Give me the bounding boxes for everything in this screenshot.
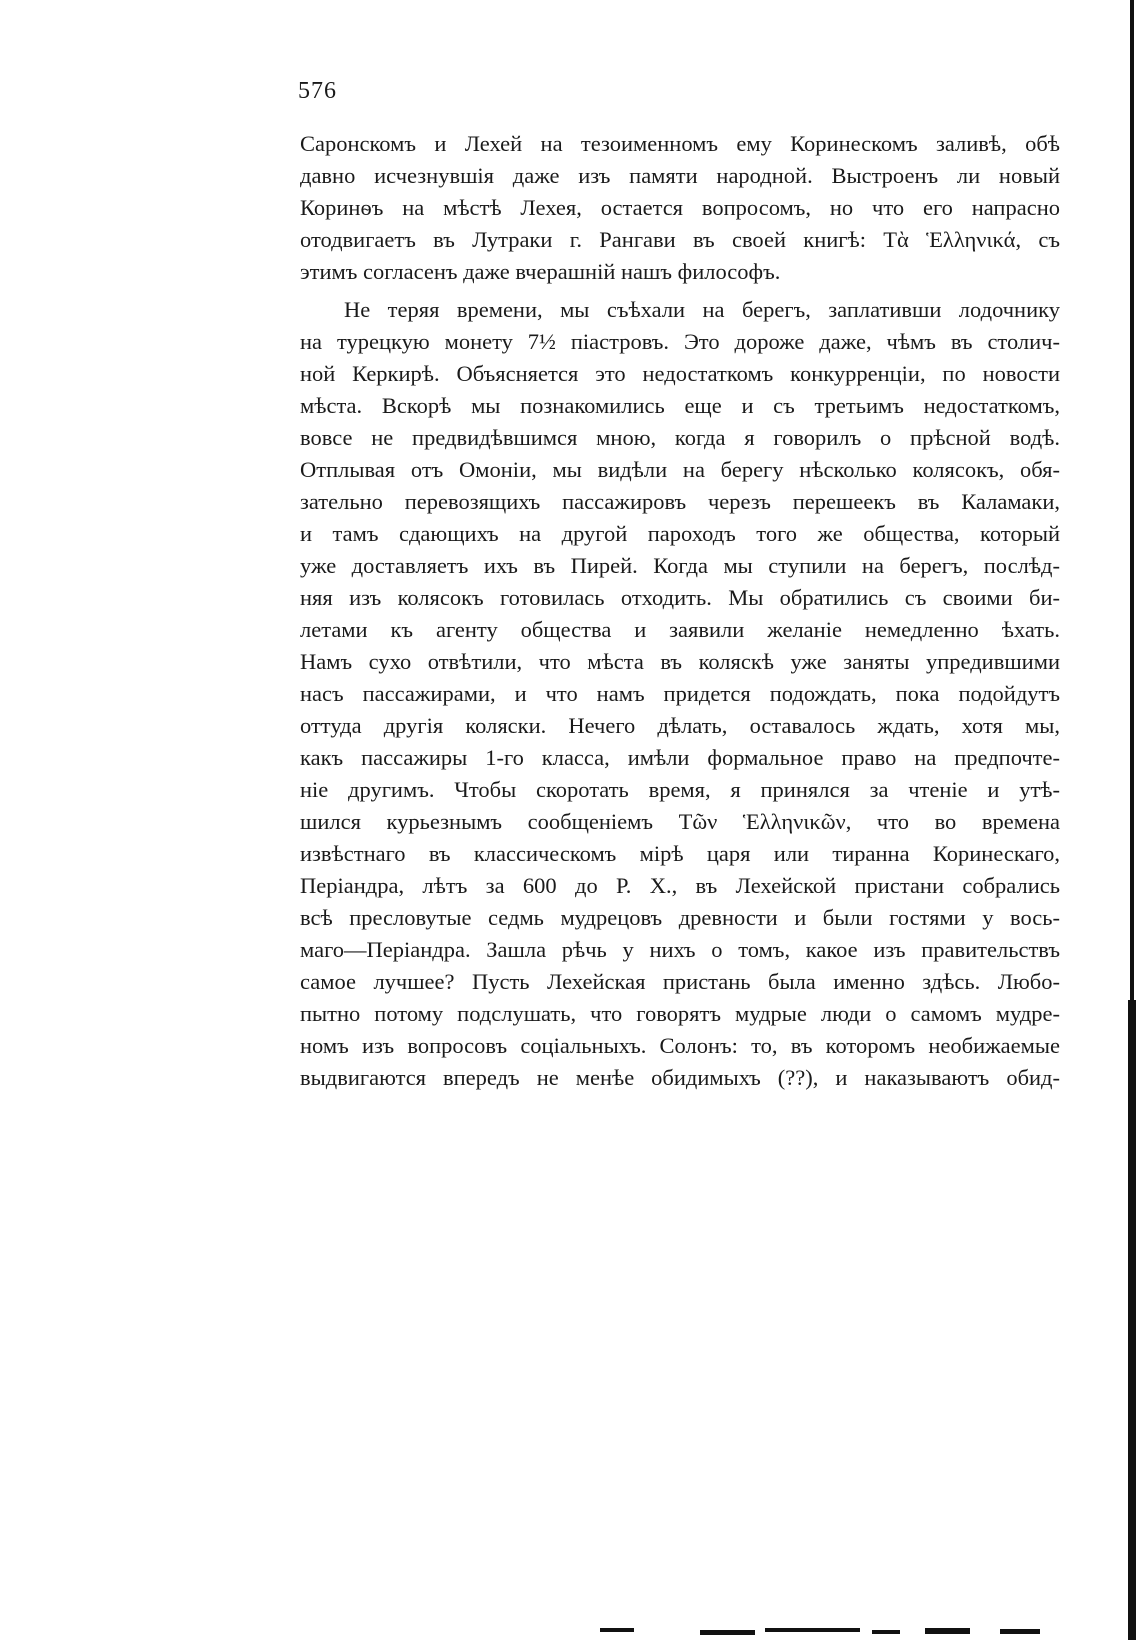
paragraph-1 — [300, 128, 1060, 288]
text-line: извѣстнаго въ классическомъ мірѣ царя или тиранна Коринескаго, — [300, 841, 1060, 866]
text-line: шился курьезнымъ сообщеніемъ Τῶν Ἑλληνικῶν, что во времена — [300, 809, 1060, 834]
text-line: ніе другимъ. Чтобы скоротать время, я принялся за чтеніе и утѣ- — [300, 777, 1060, 802]
text-line: зательно перевозящихъ пассажировъ черезъ перешеекъ въ Каламаки, — [300, 489, 1060, 514]
paragraph-2 — [300, 294, 1060, 1094]
text-line: этимъ согласенъ даже вчерашній нашъ философъ. — [300, 259, 781, 284]
page-number: 576 — [298, 78, 337, 104]
text-line: Не теряя времени, мы съѣхали на берегъ, заплативши лодочнику — [344, 297, 1060, 322]
text-line: отодвигаетъ въ Лутраки г. Рангави въ своей книгѣ: Τὰ Ἑλληνικά, съ — [300, 227, 1060, 252]
text-line: на турецкую монету 7½ піастровъ. Это дороже даже, чѣмъ въ столич- — [300, 329, 1060, 354]
text-line: давно исчезнувшія даже изъ памяти народной. Выстроенъ ли новый — [300, 163, 1060, 188]
text-line: Саронскомъ и Лехей на тезоименномъ ему Коринескомъ заливѣ, обѣ — [300, 131, 1060, 156]
text-line: и тамъ сдающихъ на другой пароходъ того же общества, который — [300, 521, 1060, 546]
text-line: самое лучшее? Пусть Лехейская пристань была именно здѣсь. Любо- — [300, 969, 1060, 994]
text-line: оттуда другія коляски. Нечего дѣлать, оставалось ждать, хотя мы, — [300, 713, 1060, 738]
text-line: номъ изъ вопросовъ соціальныхъ. Солонъ: то, въ которомъ необижаемые — [300, 1033, 1060, 1058]
text-line: всѣ пресловутые седмь мудрецовъ древности и были гостями у вось- — [300, 905, 1060, 930]
text-line: мѣста. Вскорѣ мы познакомились еще и съ третьимъ недостаткомъ, — [300, 393, 1060, 418]
text-line: Намъ сухо отвѣтили, что мѣста въ коляскѣ уже заняты упредившими — [300, 649, 1060, 674]
text-line: маго—Періандра. Зашла рѣчь у нихъ о томъ, какое изъ правительствъ — [300, 937, 1060, 962]
scan-edge-shadow — [1128, 1000, 1136, 1640]
text-line: летами къ агенту общества и заявили желаніе немедленно ѣхать. — [300, 617, 1060, 642]
text-line: уже доставляетъ ихъ въ Пирей. Когда мы ступили на берегъ, послѣд- — [300, 553, 1060, 578]
text-line: Періандра, лѣтъ за 600 до Р. Х., въ Лехейской пристани собрались — [300, 873, 1060, 898]
text-line: выдвигаются впередъ не менѣе обидимыхъ (??), и наказываютъ обид- — [300, 1065, 1060, 1090]
text-line: ной Керкирѣ. Объясняется это недостаткомъ конкурренціи, по новости — [300, 361, 1060, 386]
text-line: вовсе не предвидѣвшимся мною, когда я говорилъ о прѣсной водѣ. — [300, 425, 1060, 450]
text-line: пытно потому подслушать, что говорятъ мудрые люди о самомъ мудре- — [300, 1001, 1060, 1026]
text-line: Отплывая отъ Омоніи, мы видѣли на берегу нѣсколько колясокъ, обя- — [300, 457, 1060, 482]
text-line: какъ пассажиры 1-го класса, имѣли формальное право на предпочте- — [300, 745, 1060, 770]
text-line: Коринѳъ на мѣстѣ Лехея, остается вопросомъ, но что его напрасно — [300, 195, 1060, 220]
text-line: няя изъ колясокъ готовилась отходить. Мы обратились съ своими би- — [300, 585, 1060, 610]
body-text — [300, 128, 1060, 1094]
scan-bottom-marks — [0, 1620, 1140, 1640]
text-line: насъ пассажирами, и что намъ придется подождать, пока подойдутъ — [300, 681, 1060, 706]
